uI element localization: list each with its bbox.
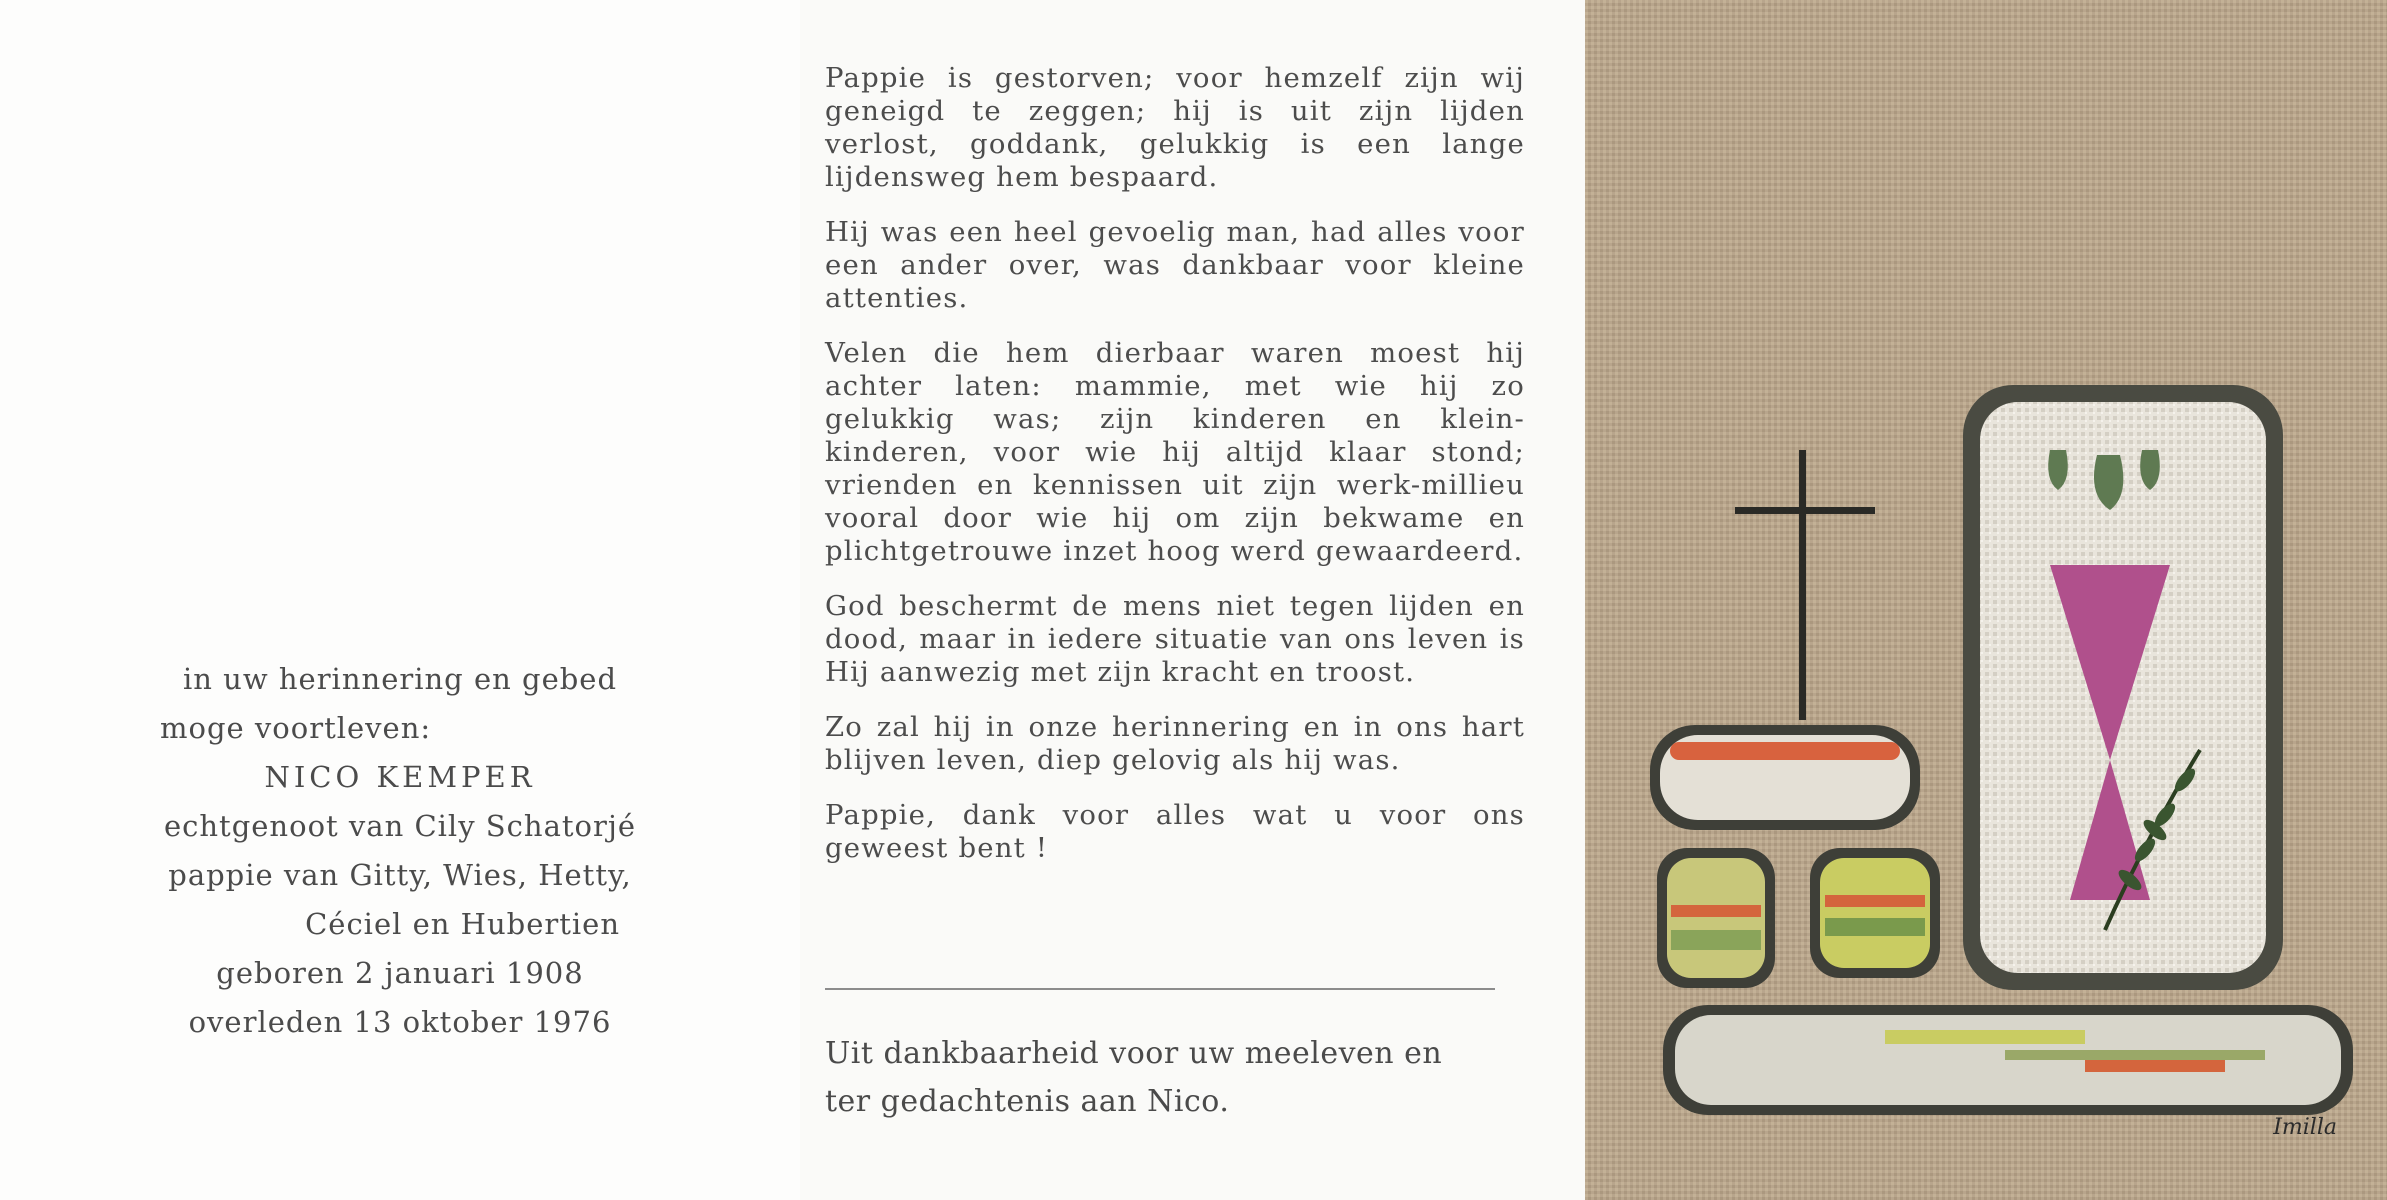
thanks-line-2: ter gedachtenis aan Nico.	[825, 1084, 1230, 1119]
thanks-line-1: Uit dankbaarheid voor uw meeleven en	[825, 1036, 1443, 1071]
dedication-text	[80, 655, 720, 1047]
chalice-tablet	[1963, 385, 2283, 990]
artwork-panel	[1585, 0, 2387, 1200]
paragraph-4: God beschermt de mens niet tegen lijden en dood, maar in iedere situatie van ons leven is Hij aanwezig met zijn kracht en troost.	[825, 590, 1525, 688]
paragraph-6: Pappie, dank voor alles wat u voor ons geweest bent !	[825, 799, 1525, 864]
small-stone-left	[1657, 848, 1775, 988]
deceased-name: NICO KEMPER	[264, 760, 536, 794]
bread-stone	[1650, 725, 1920, 830]
artist-signature: Imilla	[2273, 1115, 2337, 1140]
paragraph-3: Velen die hem dierbaar waren moest hij achter laten: mammie, met wie hij zo gelukkig was; zijn kinderen en klein-kinderen, voor wie hij altijd klaar stond; vrienden en kennissen uit zijn werk-millieu vooral door wie hij om zijn bekwame en plichtgetrouwe inzet hoog werd gewaardeerd.	[825, 337, 1525, 567]
dedication-line-2: moge voortleven:	[160, 711, 432, 745]
paragraph-1: Pappie is gestorven; voor hemzelf zijn wij geneigd te zeggen; hij is uit zijn lijden verlost, goddank, gelukkig is een lange lijdensweg hem bespaard.	[825, 62, 1525, 193]
memorial-text	[825, 62, 1525, 887]
divider-line	[825, 988, 1495, 990]
paragraph-5: Zo zal hij in onze herinnering en in ons hart blijven leven, diep gelovig als hij was.	[825, 711, 1525, 776]
base-stone	[1663, 1005, 2353, 1115]
thanks-text	[825, 1030, 1525, 1126]
children-line-2: Céciel en Hubertien	[305, 907, 620, 941]
paragraph-2: Hij was een heel gevoelig man, had alles voor een ander over, was dankbaar voor kleine attenties.	[825, 216, 1525, 314]
dedication-line-1: in uw herinnering en gebed	[182, 662, 618, 696]
religious-artwork-illustration	[1585, 0, 2387, 1200]
death-date: overleden 13 oktober 1976	[188, 1005, 612, 1039]
children-line-1: pappie van Gitty, Wies, Hetty,	[168, 858, 632, 892]
middle-panel	[800, 0, 1585, 1200]
small-stone-right	[1810, 848, 1940, 978]
left-panel	[0, 0, 800, 1200]
spouse-line: echtgenoot van Cily Schatorjé	[163, 809, 637, 843]
birth-date: geboren 2 januari 1908	[216, 956, 584, 990]
